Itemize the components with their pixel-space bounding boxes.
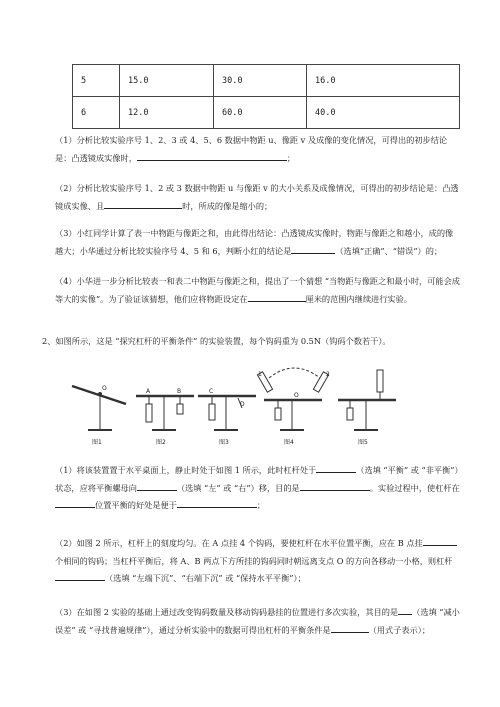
table-cell: 12.0 <box>120 97 214 129</box>
question-text: （1）将该装置置于水平桌面上，静止时处于如图 1 所示，此时杠杆处于 <box>55 465 317 475</box>
answer-blank[interactable] <box>316 463 356 473</box>
question-text: （2）分析比较实验序号 1、2 或 3 数据中物距 u 与像距 v 的大小关系及成像情况，可得出的初步结论是：凸透镜成实像、且 <box>55 183 459 211</box>
figure-label: B <box>177 388 182 395</box>
question-text: （选填 “左端下沉”、“右端下沉” 或 “保持水平平衡”）； <box>105 573 306 583</box>
answer-blank[interactable] <box>137 151 287 161</box>
question-text: ； <box>286 152 296 163</box>
table-cell: 30.0 <box>214 65 307 97</box>
answer-blank[interactable] <box>104 199 182 209</box>
figure-4-lever <box>257 368 328 430</box>
figure-label: D <box>240 401 245 408</box>
table-cell: 5 <box>73 65 120 97</box>
answer-blank[interactable] <box>291 244 335 254</box>
figure-caption: 图1 <box>92 439 102 446</box>
answer-blank[interactable] <box>398 605 412 615</box>
question-text: （2）如图 2 所示，杠杆上的刻度均匀。在 A 点挂 4 个钩码，要使杠杆在水平位置平衡，应在 B 点挂 <box>55 538 423 548</box>
lever-diagram <box>64 364 434 436</box>
table-row <box>73 65 460 97</box>
answer-blank[interactable] <box>423 536 457 546</box>
answer-blank[interactable] <box>248 292 306 302</box>
answer-blank[interactable] <box>137 481 177 491</box>
question-2-part-3 <box>55 604 460 639</box>
question-1-part-3 <box>55 225 460 260</box>
question-text: （3）在如图 2 实验的基础上通过改变钩码数量及移动钩码悬挂的位置进行多次实验，其目的是 <box>55 607 399 617</box>
question-1-part-1 <box>55 132 460 167</box>
question-text: 位置平衡的好处是便于 <box>95 500 177 510</box>
figure-5-lever <box>338 370 396 430</box>
question-text: 个相同的钩码；当杠杆平衡后，将 A、B 两点下方所挂的钩码同时朝远离支点 O 的方向各移动一小格，则杠杆 <box>55 555 453 566</box>
question-text: ； <box>256 500 266 510</box>
table-cell: 60.0 <box>214 97 307 129</box>
figure-caption: 图2 <box>156 439 166 446</box>
question-text: （选填 “减小误差” 或 “寻找普遍规律”），通过分析实验中的数据可得出杠杆的平衡条件是 <box>55 607 460 635</box>
table-cell: 6 <box>73 97 120 129</box>
figure-label: 2 <box>326 371 330 378</box>
figure-label: O <box>294 392 299 399</box>
question-text: （1）分析比较实验序号 1、2、3 或 4、5、6 数据中物距 u、像距 v 及成像的变化情况，可得出的初步结论是：凸透镜成实像时， <box>55 135 448 163</box>
figure-1-lever <box>72 386 126 430</box>
figure-3-lever <box>198 396 256 430</box>
question-2-part-2 <box>55 535 460 588</box>
question-text: （选填“正确”、“错误”）的； <box>335 245 443 256</box>
lever-figures <box>64 364 434 444</box>
table-cell: 15.0 <box>120 65 214 97</box>
question-text: （选填 “左” 或 “右”）移，目的是 <box>176 482 300 493</box>
question-2-stem: 2、如图所示，这是 “探究杠杆的平衡条件” 的实验装置，每个钩码重为 0.5N（钩码个数若干）。 <box>42 336 391 346</box>
question-1-part-2 <box>55 180 460 215</box>
question-1-part-4 <box>55 273 460 308</box>
answer-blank[interactable] <box>331 623 369 633</box>
question-text: （4）小华进一步分析比较表一和表二中物距与像距之和，提出了一个猜想 “当物距与像距之和最小时，可能会成等大的实像”。为了验证该猜想，他们应将物距设定在 <box>55 276 460 304</box>
question-text: 时，所成的像是缩小的； <box>182 200 273 211</box>
figure-2-lever <box>136 396 194 430</box>
question-text: （用式子表示）； <box>368 624 431 635</box>
question-text: 。实验过程中，使杠杆在 <box>369 482 460 493</box>
answer-blank[interactable] <box>177 498 257 508</box>
question-text: 厘米的范围内继续进行实验。 <box>305 293 412 304</box>
data-table <box>72 64 460 129</box>
question-2-part-1 <box>55 462 460 515</box>
question-text: （选填 “平衡” 或 “非平衡”）状态，应将平衡螺母向 <box>55 465 459 493</box>
answer-blank[interactable] <box>300 481 370 491</box>
table-cell: 40.0 <box>307 97 460 129</box>
figure-label: C <box>209 388 214 395</box>
question-text: （3）小红同学计算了表一中物距与像距之和，由此得出结论：凸透镜成实像时，物距与像距之和越小，成的像越大；小华通过分析比较实验序号 4、5 和 6，判断小红的结论是 <box>55 228 454 256</box>
answer-blank[interactable] <box>55 498 95 508</box>
figure-label: 1 <box>258 371 262 378</box>
figure-caption: 图4 <box>284 439 294 446</box>
figure-caption: 图5 <box>358 439 368 446</box>
answer-blank[interactable] <box>55 571 105 581</box>
figure-caption: 图3 <box>219 439 229 446</box>
table-row <box>73 97 460 129</box>
table-cell: 16.0 <box>307 65 460 97</box>
figure-label: O <box>102 385 107 392</box>
figure-label: A <box>146 388 151 395</box>
